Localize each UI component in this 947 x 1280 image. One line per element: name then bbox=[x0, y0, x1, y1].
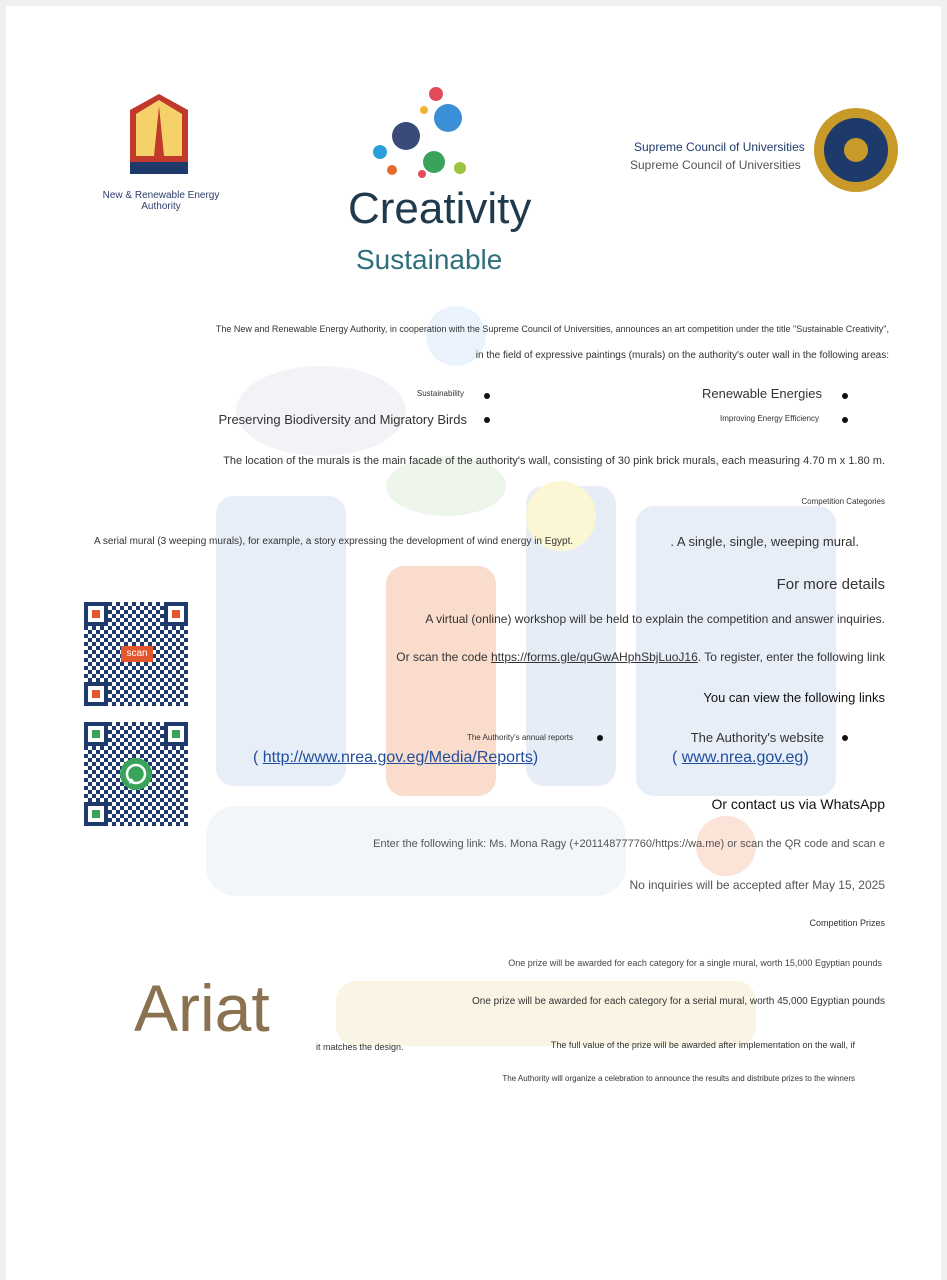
bullet-icon bbox=[842, 393, 848, 399]
area-efficiency: Improving Energy Efficiency bbox=[719, 414, 819, 423]
nrea-logo-icon bbox=[126, 92, 192, 176]
area-sustainability: Sustainability bbox=[416, 389, 464, 398]
category-serial: A serial mural (3 weeping murals), for example, a story expressing the development of wind energy in Egypt. bbox=[94, 536, 574, 547]
scu-line2: Supreme Council of Universities bbox=[630, 158, 801, 172]
reports-label: The Authority's annual reports bbox=[466, 733, 573, 742]
register-suffix: . To register, enter the following link bbox=[697, 650, 885, 664]
nrea-logo bbox=[96, 92, 226, 212]
workshop-text: A virtual (online) workshop will be held to explain the competition and answer inquiries. bbox=[425, 612, 885, 626]
whatsapp-icon bbox=[120, 758, 152, 790]
logo-title: Creativity bbox=[348, 184, 532, 233]
details-heading: For more details bbox=[776, 576, 885, 593]
whatsapp-qr[interactable] bbox=[84, 722, 188, 826]
register-prefix: Or scan the code bbox=[396, 650, 491, 664]
categories-heading: Competition Categories bbox=[801, 497, 885, 506]
prize-serial: One prize will be awarded for each category for a serial mural, worth 45,000 Egyptian pounds bbox=[471, 996, 885, 1007]
intro-line2: in the field of expressive paintings (murals) on the authority's outer wall in the following areas: bbox=[475, 350, 889, 361]
prize-full-value-a: The full value of the prize will be awarded after implementation on the wall, if bbox=[550, 1040, 855, 1050]
register-text bbox=[396, 650, 885, 664]
area-biodiversity: Preserving Biodiversity and Migratory Birds bbox=[218, 412, 467, 427]
bullet-icon bbox=[842, 417, 848, 423]
bullet-icon bbox=[842, 735, 848, 741]
creativity-logo-icon bbox=[366, 82, 476, 180]
bullet-icon bbox=[484, 393, 490, 399]
logo-subtitle: Sustainable bbox=[356, 244, 503, 275]
bullet-icon bbox=[597, 735, 603, 741]
prizes-heading: Competition Prizes bbox=[809, 918, 885, 928]
scan-label: scan bbox=[121, 646, 153, 662]
website-link-line: ( www.nrea.gov.eg) bbox=[672, 749, 809, 766]
celebration-text: The Authority will organize a celebration to announce the results and distribute prizes to the winners bbox=[502, 1074, 855, 1083]
announcement-page bbox=[6, 6, 941, 1280]
website-link[interactable]: www.nrea.gov.eg bbox=[681, 749, 804, 766]
nrea-caption-line2: Authority bbox=[141, 201, 181, 212]
reports-link-line: ( http://www.nrea.gov.eg/Media/Reports) bbox=[253, 749, 539, 766]
reports-link[interactable]: http://www.nrea.gov.eg/Media/Reports bbox=[262, 749, 533, 766]
website-label: The Authority's website bbox=[690, 730, 824, 745]
prize-single: One prize will be awarded for each category for a single mural, worth 15,000 Egyptian pounds bbox=[508, 958, 882, 968]
brand-watermark: Ariat bbox=[134, 971, 270, 1045]
registration-qr[interactable] bbox=[84, 602, 188, 706]
view-links-text: You can view the following links bbox=[703, 690, 885, 705]
registration-link[interactable]: https://forms.gle/quGwAHphSbjLuoJ16 bbox=[491, 650, 698, 664]
deadline-text: No inquiries will be accepted after May 15, 2025 bbox=[629, 878, 885, 892]
contact-instructions: Enter the following link: Ms. Mona Ragy (+201148777760/https://wa.me) or scan the QR code and scan e bbox=[373, 838, 885, 850]
bullet-icon bbox=[484, 417, 490, 423]
category-single: . A single, single, weeping mural. bbox=[670, 534, 859, 549]
intro-line1: The New and Renewable Energy Authority, in cooperation with the Supreme Council of Universities, announces an art competition under the title "Sustainable Creativity", bbox=[215, 324, 889, 334]
prize-full-value-b: it matches the design. bbox=[316, 1042, 404, 1052]
scu-seal-icon bbox=[812, 106, 900, 194]
scu-line1: Supreme Council of Universities bbox=[634, 140, 805, 154]
contact-heading: Or contact us via WhatsApp bbox=[711, 796, 885, 812]
area-renewable: Renewable Energies bbox=[702, 386, 822, 401]
scu-logo bbox=[626, 106, 906, 206]
nrea-caption-line1: New & Renewable Energy bbox=[102, 190, 220, 201]
location-text: The location of the murals is the main facade of the authority's wall, consisting of 30 pink brick murals, each measuring 4.70 m x 1.80 m. bbox=[223, 455, 885, 467]
